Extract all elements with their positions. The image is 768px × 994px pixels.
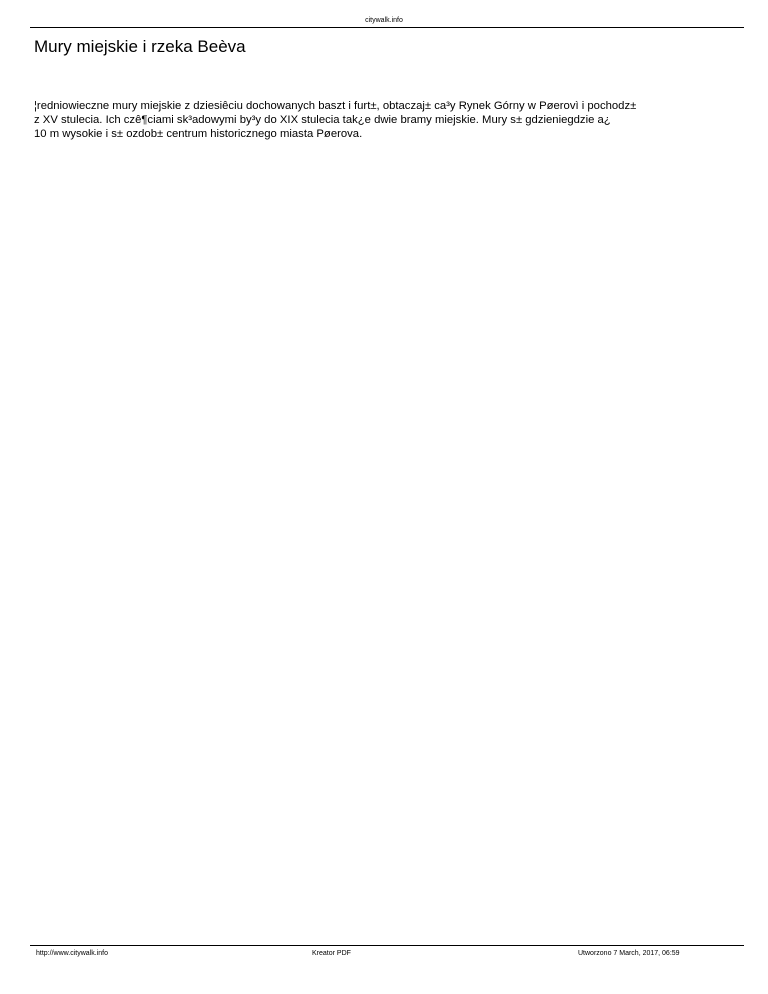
- footer-creator: Kreator PDF: [312, 950, 351, 957]
- header-divider: [30, 27, 744, 28]
- footer-divider: [30, 945, 744, 946]
- footer-url-link[interactable]: http://www.citywalk.info: [36, 950, 108, 957]
- document-title: Mury miejskie i rzeka Beèva: [34, 37, 246, 56]
- page-header-site: citywalk.info: [365, 17, 403, 24]
- document-body: ¦redniowieczne mury miejskie z dziesiêciu dochowanych baszt i furt±, obtaczaj± ca³y Rynek Górny w Pøerovì i pochodz± z XV stulecia. Ich czê¶ciami sk³adowymi by³y do XIX stulecia tak¿e dwie bramy miejskie. Mury s± gdzieniegdzie a¿ 10 m wysokie i s± ozdob± centrum historicznego miasta Pøerova.: [34, 100, 637, 140]
- footer-created-date: Utworzono 7 March, 2017, 06:59: [578, 950, 680, 957]
